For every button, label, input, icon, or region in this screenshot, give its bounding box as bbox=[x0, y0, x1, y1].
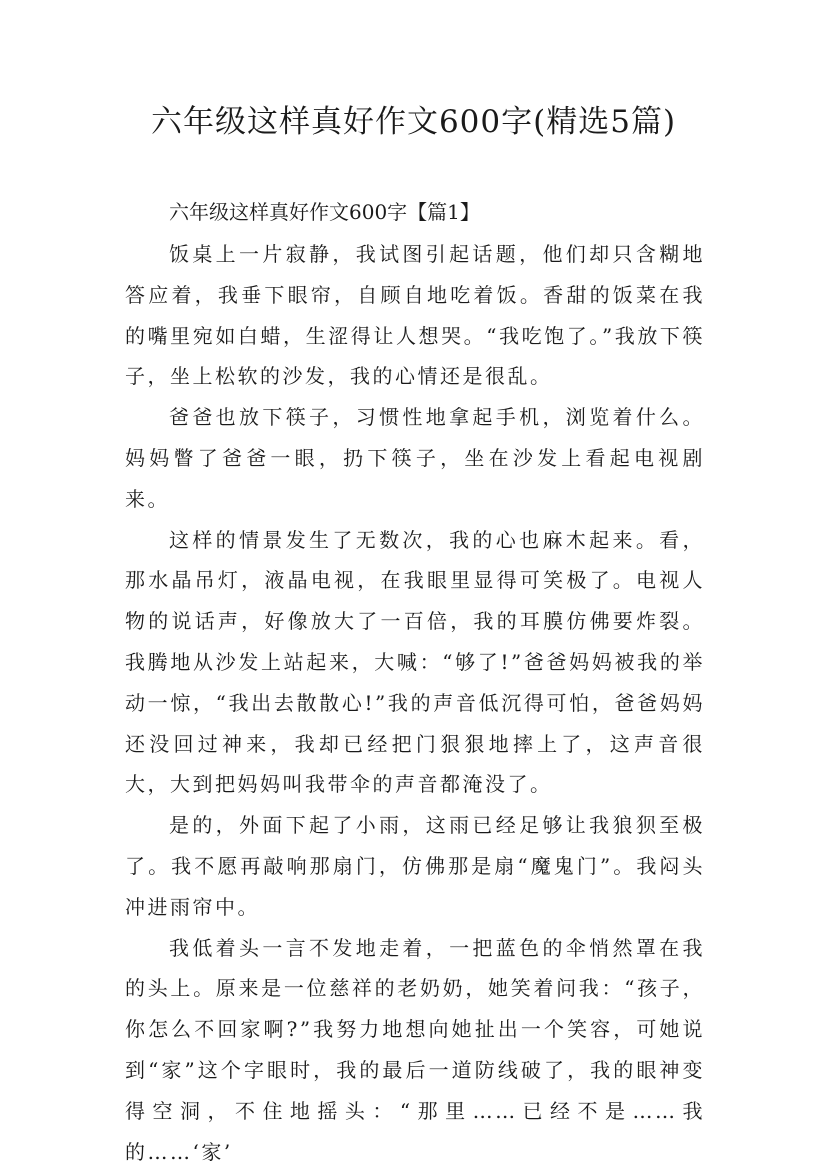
section-heading: 六年级这样真好作文600字【篇1】 bbox=[169, 200, 480, 224]
paragraph-3: 这样的情景发生了无数次，我的心也麻木起来。看，那水晶吊灯，液晶电视，在我眼里显得可笑极了。电视人物的说话声，好像放大了一百倍，我的耳膜仿佛要炸裂。我腾地从沙发上站起来，大喊：“够了!”爸爸妈妈被我的举动一惊，“我出去散散心!”我的声音低沉得可怕，爸爸妈妈还没回过神来，我却已经把门狠狠地摔上了，这声音很大，大到把妈妈叫我带伞的声音都淹没了。 bbox=[125, 527, 705, 797]
paragraph-2: 爸爸也放下筷子，习惯性地拿起手机，浏览着什么。妈妈瞥了爸爸一眼，扔下筷子，坐在沙发上看起电视剧来。 bbox=[125, 405, 705, 511]
document-body bbox=[125, 190, 705, 1172]
paragraph-4: 是的，外面下起了小雨，这雨已经足够让我狼狈至极了。我不愿再敲响那扇门，仿佛那是扇“魔鬼门”。我闷头冲进雨帘中。 bbox=[125, 813, 705, 919]
paragraph-1: 饭桌上一片寂静，我试图引起话题，他们却只含糊地答应着，我垂下眼帘，自顾自地吃着饭。香甜的饭菜在我的嘴里宛如白蜡，生涩得让人想哭。“我吃饱了。”我放下筷子，坐上松软的沙发，我的心情还是很乱。 bbox=[125, 242, 705, 389]
document-title: 六年级这样真好作文600字(精选5篇) bbox=[150, 104, 677, 140]
paragraph-5: 我低着头一言不发地走着，一把蓝色的伞悄然罩在我的头上。原来是一位慈祥的老奶奶，她笑着问我：“孩子，你怎么不回家啊?”我努力地想向她扯出一个笑容，可她说到“家”这个字眼时，我的最后一道防线破了，我的眼神变得空洞，不住地摇头：“那里……已经不是……我的……‘家’ bbox=[125, 935, 705, 1164]
